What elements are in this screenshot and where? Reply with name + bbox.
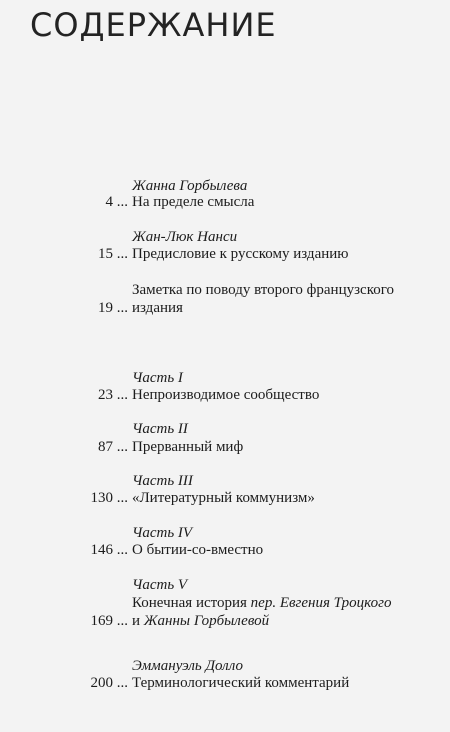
- entry-author: Жан-Люк Нанси: [132, 229, 238, 245]
- entry-title: Прерванный миф: [132, 439, 244, 455]
- entry-title: Непроизводимое сообщество: [132, 387, 320, 403]
- entry-title: О бытии-со-вместно: [132, 542, 264, 558]
- entry-author: Жанна Горбылева: [132, 178, 248, 194]
- translator-credit: Жанны Горбылевой: [143, 613, 270, 629]
- part-label: Часть IV: [132, 525, 193, 541]
- page-number: 23 ...: [98, 387, 128, 403]
- page-number: 200 ...: [90, 675, 128, 691]
- page-number: 87 ...: [98, 439, 128, 455]
- entry-title-line2: издания: [132, 300, 183, 316]
- page-number: 19 ...: [98, 300, 128, 316]
- entry-title-line2: [132, 612, 432, 630]
- part-label: Часть I: [132, 370, 183, 386]
- part-label: Часть V: [132, 577, 188, 593]
- entry-title: «Литературный коммунизм»: [132, 490, 315, 506]
- entry-title-text: Конечная история: [132, 595, 247, 611]
- page-number: 130 ...: [90, 490, 128, 506]
- entry-title: Предисловие к русскому изданию: [132, 246, 349, 262]
- translator-credit: пер. Евгения Троцкого: [250, 595, 392, 611]
- entry-author: Эммануэль Долло: [132, 658, 243, 674]
- entry-title-line1: [132, 594, 432, 612]
- entry-title-line1: Заметка по поводу второго французского: [132, 282, 394, 298]
- page-number: 4 ...: [105, 194, 128, 210]
- conjunction-text: и: [132, 613, 141, 629]
- page-number: 169 ...: [90, 613, 128, 629]
- page-number: 146 ...: [90, 542, 128, 558]
- part-label: Часть III: [132, 473, 193, 489]
- page-number: 15 ...: [98, 246, 128, 262]
- entry-title: Терминологический комментарий: [132, 675, 350, 691]
- page-title: СОДЕРЖАНИЕ: [30, 6, 277, 44]
- entry-title: На пределе смысла: [132, 194, 255, 210]
- part-label: Часть II: [132, 421, 188, 437]
